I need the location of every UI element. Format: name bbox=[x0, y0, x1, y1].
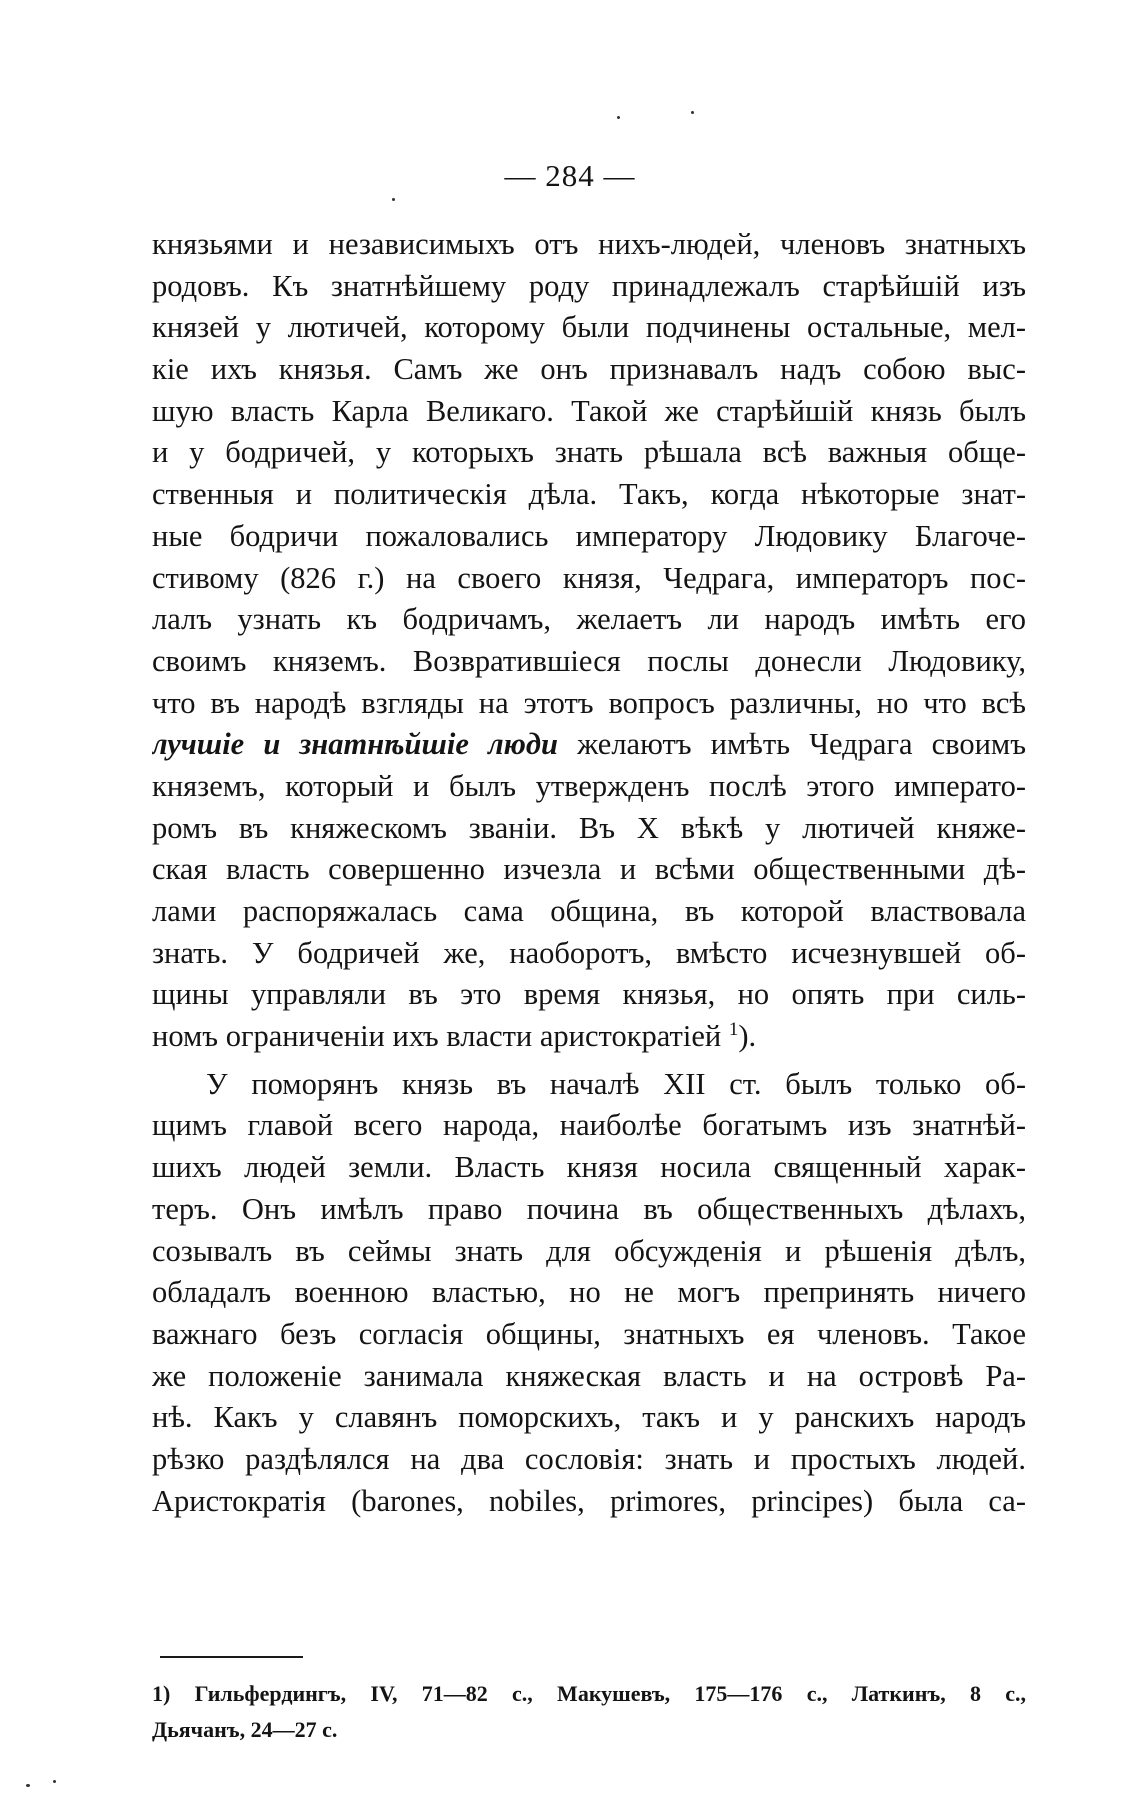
text-line: ромъ въ княжескомъ званіи. Въ X вѣкѣ у лютичей княже- bbox=[152, 810, 1026, 845]
text-line: своимъ княземъ. Возвратившіеся послы донесли Людовику, bbox=[152, 643, 1026, 678]
text-line: ственныя и политическія дѣла. Такъ, когда нѣкоторые знат- bbox=[152, 477, 1026, 512]
text-run: желаютъ имѣть Чедрага своимъ bbox=[558, 727, 1026, 762]
footnote-line: 1) Гильфердингъ, IV, 71—82 с., Макушевъ, 175—176 с., Латкинъ, 8 с., bbox=[152, 1681, 1026, 1706]
text-line: лами распоряжалась сама община, въ которой властвовала bbox=[152, 894, 1026, 928]
main-text bbox=[152, 224, 1026, 1522]
text-line: щины управляли въ это время князья, но опять при силь- bbox=[152, 977, 1026, 1012]
scan-speck bbox=[26, 1784, 30, 1787]
paragraph bbox=[152, 224, 1026, 1058]
text-line: ская власть совершенно изчезла и всѣми общественными дѣ- bbox=[152, 852, 1026, 887]
scan-speck bbox=[392, 198, 395, 201]
footnote-marker[interactable]: 1 bbox=[728, 1018, 739, 1040]
text-line: что въ народѣ взгляды на этотъ вопросъ различны, но что всѣ bbox=[152, 685, 1026, 720]
text-line: созывалъ въ сеймы знать для обсужденія и рѣшенія дѣлъ, bbox=[152, 1233, 1026, 1268]
text-line: стивому (826 г.) на своего князя, Чедрага, императоръ пос- bbox=[152, 560, 1026, 595]
page-number: — 284 — bbox=[504, 158, 636, 193]
text-run: номъ ограниченіи ихъ власти аристократіей bbox=[152, 1019, 722, 1054]
text-line: нѣ. Какъ у славянъ поморскихъ, такъ и у ранскихъ народъ bbox=[152, 1400, 1026, 1435]
text-line-emphasis bbox=[152, 724, 1026, 766]
scan-speck bbox=[617, 116, 620, 119]
paragraph bbox=[152, 1064, 1026, 1523]
footnotes bbox=[152, 1676, 1026, 1748]
text-line: княземъ, который и былъ утвержденъ послѣ этого императо- bbox=[152, 768, 1026, 803]
text-run: ). bbox=[738, 1019, 757, 1054]
text-line: теръ. Онъ имѣлъ право почина въ общественныхъ дѣлахъ, bbox=[152, 1191, 1026, 1226]
text-line: князей у лютичей, которому были подчинены остальные, мел- bbox=[152, 310, 1026, 345]
text-line: родовъ. Къ знатнѣйшему роду принадлежалъ старѣйшій изъ bbox=[152, 268, 1026, 303]
scan-speck bbox=[691, 111, 694, 114]
text-line: шую власть Карла Великаго. Такой же старѣйшій князь былъ bbox=[152, 393, 1026, 428]
scan-speck bbox=[53, 1780, 56, 1783]
text-line: и у бодричей, у которыхъ знать рѣшала всѣ важныя обще- bbox=[152, 435, 1026, 470]
text-line: лалъ узнать къ бодричамъ, желаетъ ли народъ имѣть его bbox=[152, 602, 1026, 637]
text-line: ные бодричи пожаловались императору Людовику Благоче- bbox=[152, 518, 1026, 553]
footnote-divider bbox=[160, 1656, 303, 1658]
text-line: рѣзко раздѣлялся на два сословія: знать и простыхъ людей. bbox=[152, 1441, 1026, 1476]
text-line: кіе ихъ князья. Самъ же онъ признавалъ надъ собою выс- bbox=[152, 352, 1026, 387]
text-line: же положеніе занимала княжеская власть и на островѣ Ра- bbox=[152, 1358, 1026, 1393]
text-line: шихъ людей земли. Власть князя носила священный харак- bbox=[152, 1150, 1026, 1185]
text-line: щимъ главой всего народа, наиболѣе богатымъ изъ знатнѣй- bbox=[152, 1108, 1026, 1143]
text-line: У поморянъ князь въ началѣ XII ст. былъ только об- bbox=[206, 1066, 1026, 1101]
text-line: обладалъ военною властью, но не могъ препринять ничего bbox=[152, 1275, 1026, 1310]
text-line: Аристократія (barones, nobiles, primores, principes) была са- bbox=[152, 1483, 1026, 1518]
text-line: знать. У бодричей же, наоборотъ, вмѣсто исчезнувшей об- bbox=[152, 935, 1026, 970]
text-line-with-footnote bbox=[152, 1016, 1026, 1058]
text-line: князьями и независимыхъ отъ нихъ-людей, членовъ знатныхъ bbox=[152, 227, 1026, 261]
text-line: важнаго безъ согласія общины, знатныхъ ея членовъ. Такое bbox=[152, 1316, 1026, 1351]
emphasized-phrase: лучшіе и знатнѣйшіе люди bbox=[152, 727, 558, 762]
footnote-line: Дьячанъ, 24—27 с. bbox=[152, 1717, 338, 1742]
